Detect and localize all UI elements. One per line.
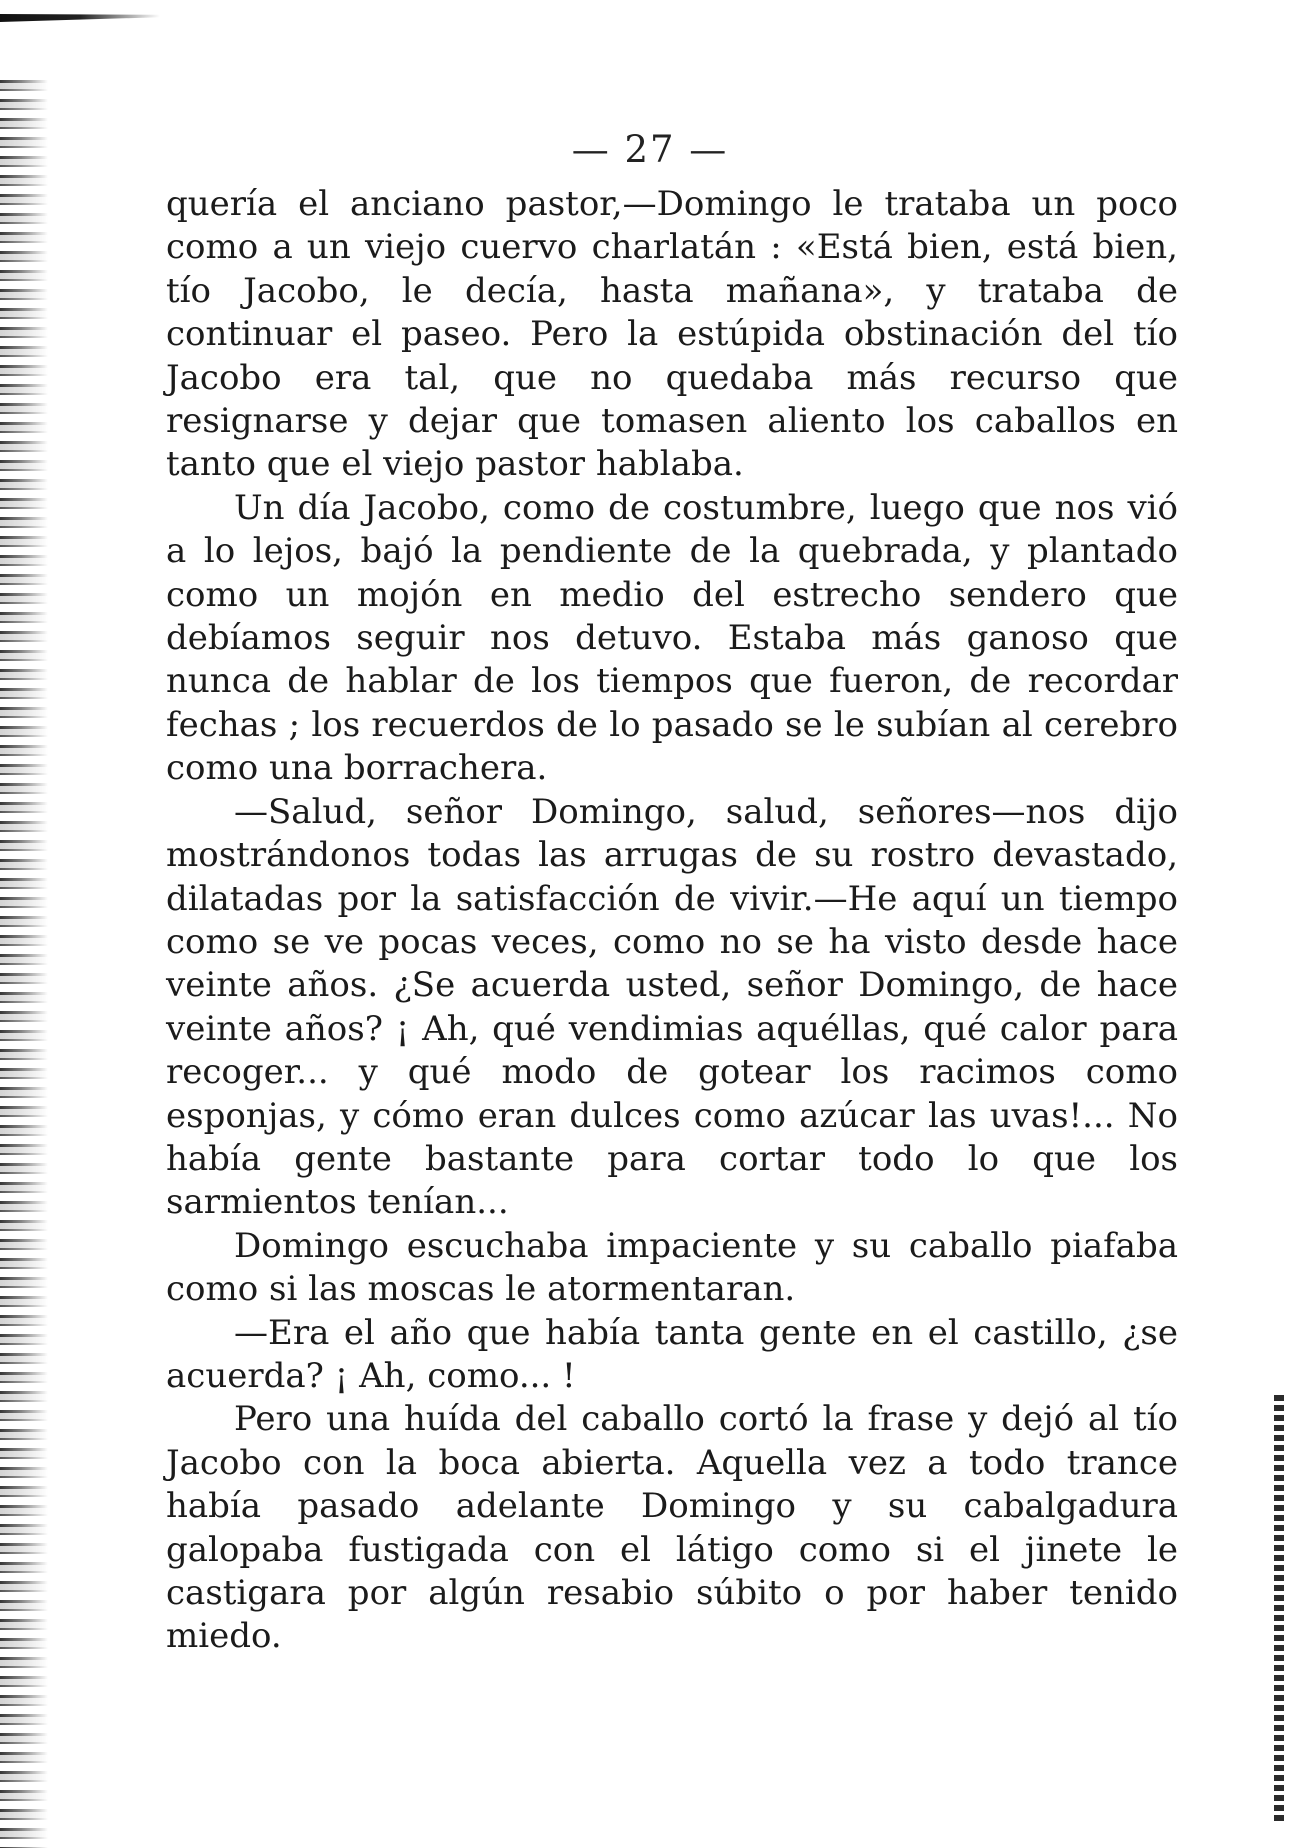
page-number: — 27 — (571, 128, 729, 171)
body-text (166, 183, 1178, 1659)
scan-artifact-left-edge (0, 80, 48, 1848)
paragraph-2: Un día Jacobo, como de costumbre, luego que nos vió a lo lejos, bajó la pendiente de la quebrada, y plantado como un mojón en medio del estrecho sendero que debíamos seguir nos detuvo. Estaba más ganoso que nunca de hablar de los tiempos que fueron, de recordar fechas ; los recuerdos de lo pasado se le subían al cerebro como una borrachera. (166, 487, 1178, 789)
paragraph-3: —Salud, señor Domingo, salud, señores—nos dijo mostrándonos todas las arrugas de su rostro devastado, dilatadas por la satisfacción de vivir.—He aquí un tiempo como se ve pocas veces, como no se ha visto desde hace veinte años. ¿Se acuerda usted, señor Domingo, de hace veinte años? ¡ Ah, qué vendimias aquéllas, qué calor para recoger... y qué modo de gotear los racimos como esponjas, y cómo eran dulces como azúcar las uvas!... No había gente bastante para cortar todo lo que los sarmientos tenían... (166, 791, 1178, 1223)
scan-artifact-right-edge (1274, 1395, 1284, 1825)
paragraph-6: Pero una huída del caballo cortó la frase y dejó al tío Jacobo con la boca abierta. Aquella vez a todo trance había pasado adelante Domingo y su cabalgadura galopaba fustigada con el látigo como si el jinete le castigara por algún resabio súbito o por haber tenido miedo. (166, 1399, 1178, 1657)
scan-artifact-top (0, 14, 160, 22)
paragraph-5: —Era el año que había tanta gente en el castillo, ¿se acuerda? ¡ Ah, como... ! (166, 1312, 1178, 1396)
paragraph-1: quería el anciano pastor,—Domingo le trataba un poco como a un viejo cuervo charlatán : «Está bien, está bien, tío Jacobo, le decía, hasta mañana», y trataba de continuar el paseo. Pero la estúpida obstinación del tío Jacobo era tal, que no quedaba más recurso que resignarse y dejar que tomasen aliento los caballos en tanto que el viejo pastor hablaba. (166, 184, 1178, 485)
paragraph-4: Domingo escuchaba impaciente y su caballo piafaba como si las moscas le atormentaran. (166, 1225, 1178, 1310)
